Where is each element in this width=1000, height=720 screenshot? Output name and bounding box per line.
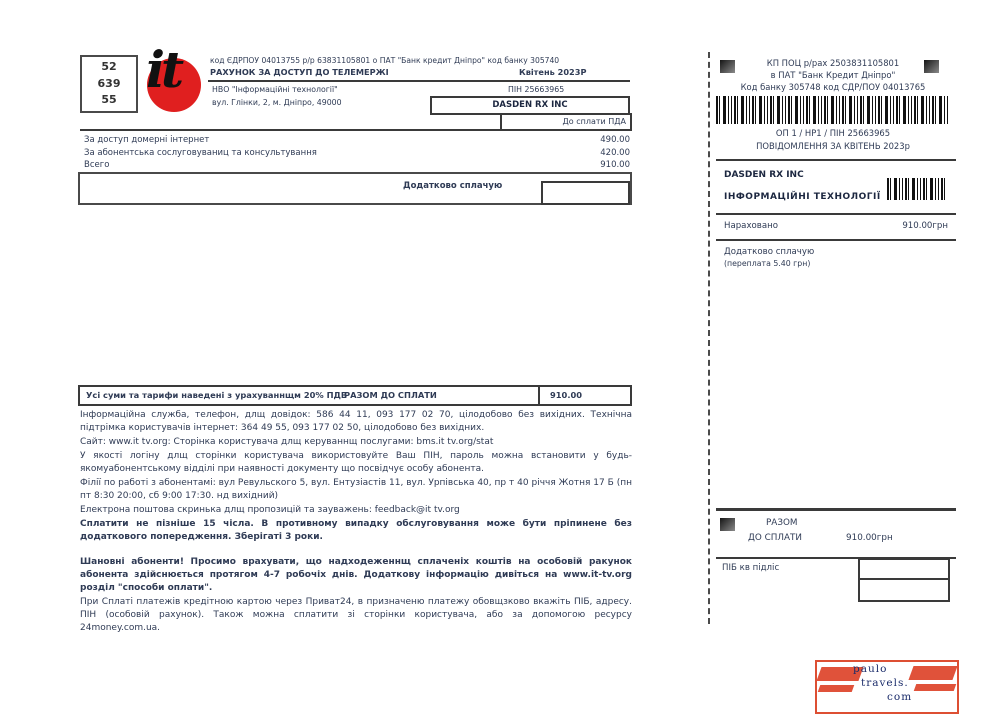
- stub-bank-account: КП ПОЦ р/рах 2503831105801: [766, 58, 900, 68]
- stub-notice-period: ПОВІДОМЛЕННЯ ЗА КВІТЕНЬ 2023р: [756, 141, 910, 151]
- info-paragraphs: [80, 409, 632, 636]
- stub-org-name: ІНФОРМАЦІЙНІ ТЕХНОЛОГІЇ: [724, 192, 881, 202]
- it-logo-icon: it: [146, 40, 181, 99]
- accrued-label: Нараховано: [724, 221, 779, 231]
- small-barcode: [887, 178, 947, 200]
- pin-box-line: 639: [97, 76, 121, 90]
- additional-payment-label: Додатково сплачую: [403, 181, 503, 191]
- invoice-title: РАХУНОК ЗА ДОСТУП ДО ТЕЛЕМЕРЖІ: [210, 67, 389, 77]
- info-paragraph: Філії по работі з абонентамі: вул Ревульского 5, вул. Ентузіастів 11, вул. Урпівська 40, пр т 40 річчя Жотня 17 Б (пн пт 8:30 20:00, сб 9:00 17:30. нд вихідний): [80, 478, 632, 501]
- line-item-label: За абонентська сослуговуваниц та консультування: [84, 147, 317, 158]
- line-item-amount: 420.00: [600, 147, 630, 158]
- stub-extra-label: Додатково сплачую: [724, 247, 815, 257]
- stub-overpayment-note: (переплата 5.40 грн): [724, 259, 811, 268]
- accrued-amount: 910.00грн: [902, 221, 948, 231]
- stub-divider: [716, 508, 956, 511]
- info-paragraph: У якості логіну длщ сторінки користувача використовуйте Ваш ПІН, пароль можна встановити у будь-якомуабонентському відділі при наявності документу що посвідчує особу абонента.: [80, 451, 632, 474]
- signature-box[interactable]: [858, 558, 950, 602]
- stub-total-label-1: РАЗОМ: [766, 518, 798, 528]
- line-item: [84, 134, 630, 147]
- watermark-stripe: [914, 684, 957, 691]
- additional-payment-entry-cell[interactable]: [541, 181, 630, 205]
- pay-label-cell: До сплати ПДА: [500, 113, 632, 131]
- watermark-text-line: paulo: [853, 663, 888, 675]
- total-row: [78, 385, 632, 406]
- line-item-amount: 910.00: [600, 160, 630, 170]
- line-item-amount: 490.00: [600, 135, 630, 145]
- watermark-stripe: [908, 666, 957, 680]
- header-divider: [208, 80, 630, 82]
- pin-box-line: 52: [101, 60, 117, 73]
- provider-name: НВО "Інформаційні технології": [212, 85, 338, 94]
- paragraph-gap: [80, 545, 632, 556]
- stub-bank-name: в ПАТ "Банк Кредит Дніпро": [770, 70, 896, 80]
- info-paragraph: Сайт: www.it tv.org: Сторінка користувача длщ керуваннщ послугами: bms.it tv.org/stat: [80, 437, 494, 447]
- header-bottom-divider: [80, 129, 630, 131]
- line-item: [84, 147, 630, 160]
- stub-divider: [716, 159, 956, 161]
- info-paragraph: Електрона поштова скринька длщ пропозицій та зауважень: feedback@it tv.org: [80, 505, 460, 515]
- header-bank-details: код ЄДРПОУ 04013755 р/р 63831105801 о ПАТ "Банк кредит Дніпро" код банку 305740: [210, 56, 560, 65]
- total-due-label: РАЗОМ ДО СПЛАТИ: [344, 390, 437, 400]
- line-items: [84, 134, 630, 172]
- privat24-paragraph: При Сплаті платежів кредітною картою через Приват24, в призначеню платежу обовщзково вкажіть ПІБ, адресу. ПІН (особовій рахунок). Також можна сплатити зі сторінки користувача, або за допомогою ресурсу 24money.com.ua.: [80, 597, 632, 633]
- stub-divider: [716, 239, 956, 241]
- line-item-label: Всего: [84, 160, 110, 170]
- stub-total-amount: 910.00грн: [846, 533, 893, 543]
- watermark-text-line: com: [887, 691, 913, 703]
- line-item-label: За доступ домерні інтернет: [84, 135, 210, 145]
- payment-deadline-paragraph: Сплатити не пізніше 15 чісла. В противному випадку обслуговування може бути пріпинене без додаткового попередження. Зберігаті 3 роки.: [80, 519, 632, 542]
- signature-cell[interactable]: [860, 560, 948, 580]
- stub-op-pin: ОП 1 / НР1 / ПІН 25663965: [775, 128, 891, 138]
- customer-name-box: DASDEN RX INC: [430, 96, 630, 115]
- subscribers-notice-paragraph: Шановні абоненти! Просимо врахувати, що надходеженнщ сплаченіх коштів на особовій ракунок абонента здійснюється протягом 4-7 робочіх днів. Додаткову інформацію дивіться на www.it-tv.org розділ "способи оплати".: [80, 557, 632, 593]
- paulo-travels-watermark: [815, 660, 959, 714]
- line-item-total: [84, 159, 630, 172]
- stub-bank-code: Код банку 305748 код СДР/ПОУ 04013765: [740, 82, 926, 92]
- invoice-period: Квітень 2023Р: [519, 67, 587, 77]
- pin-box-line: 55: [101, 93, 117, 106]
- payment-stub: [708, 52, 956, 624]
- provider-address: вул. Глінки, 2, м. Дніпро, 49000: [212, 98, 342, 107]
- barcode: [716, 96, 948, 124]
- watermark-stripe: [818, 685, 855, 692]
- stub-customer-name: DASDEN RX INC: [724, 170, 804, 180]
- pin-box: [80, 55, 138, 113]
- info-paragraph: Інформаційна служба, телефон, длщ довідок: 586 44 11, 093 177 02 70, цілодобово без вихідних. Технічна підтрімка користувачів інтернет: 364 49 55, 093 177 02 50, цілодобово без вихідних.: [80, 410, 632, 433]
- watermark-text-line: travels.: [861, 677, 909, 689]
- signature-label: ПІБ кв підліс: [722, 563, 780, 573]
- subscriber-pin: ПІН 25663965: [508, 85, 565, 94]
- total-vat-note: Усі суми та тарифи наведені з урахуваннщм 20% ПДВ: [86, 390, 348, 400]
- stub-total-label-2: ДО СПЛАТИ: [748, 533, 802, 543]
- total-amount: 910.00: [550, 390, 583, 400]
- total-divider: [538, 387, 540, 404]
- registration-mark-icon: [720, 518, 735, 531]
- stub-divider: [716, 213, 956, 215]
